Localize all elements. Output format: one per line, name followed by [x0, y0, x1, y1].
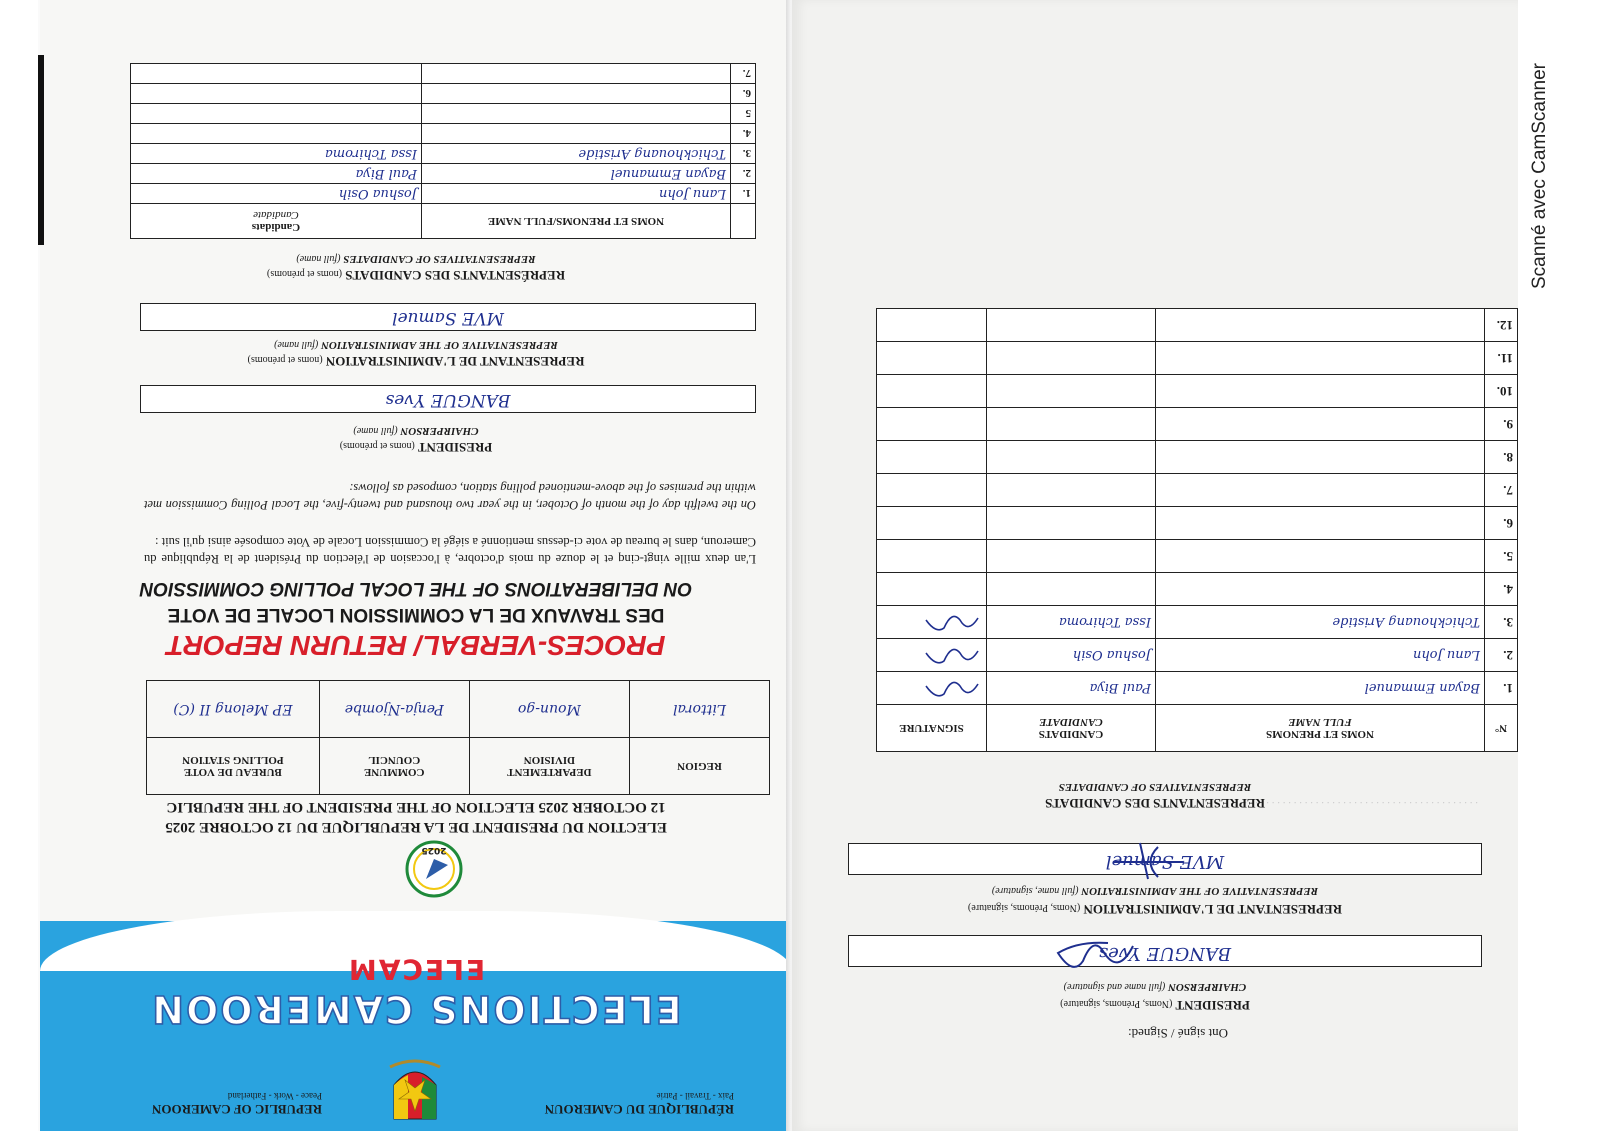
candidate-name: Issa Tchiroma [325, 146, 417, 161]
candidates-reps-row [131, 104, 756, 124]
candidate-name: Joshua Osih [338, 186, 417, 201]
r-president-label: PRESIDENT (Noms, Prénoms, signature) [1060, 998, 1250, 1013]
org-acronym: ELECAM [346, 953, 486, 986]
row-number: 4. [731, 124, 756, 144]
rep-name-cell[interactable] [1156, 639, 1485, 672]
signature-cell[interactable] [877, 672, 987, 705]
signature-cell[interactable] [877, 441, 987, 474]
rep-name-cell[interactable] [1156, 375, 1485, 408]
candidate-cell[interactable] [987, 540, 1156, 573]
intro-paragraph-fr: L'an deux mille vingt-cinq et le douze du mois d'octobre, à l'occasion de l'élection du Président de la République du Cameroun, dans le bureau de vote ci-dessus mentionné a siégé la Commission Locale de Vote composée ainsi qu'il suit : [144, 535, 756, 566]
signatures-row [877, 441, 1518, 474]
rep-name-cell[interactable] [422, 64, 731, 84]
watermark-text: Scanné avec CamScanner [1529, 63, 1550, 290]
candidate-header: Candidats Candidate [131, 204, 422, 239]
rep-name-cell[interactable] [1156, 408, 1485, 441]
candidate-cell[interactable] [131, 164, 422, 184]
row-number: 4. [1485, 573, 1518, 606]
candidates-reps-row [131, 64, 756, 84]
row-number: 10. [1485, 375, 1518, 408]
row-number: 2. [731, 164, 756, 184]
r-candidates-reps-label: REPRESENTANTS DES CANDIDATS [1045, 796, 1265, 811]
rep-name-cell[interactable] [1156, 309, 1485, 342]
candidates-reps-row [131, 164, 756, 184]
candidate-header: CANDIDATS CANDIDATE [987, 705, 1156, 752]
election-2025-logo-icon [404, 839, 464, 899]
election-title-en: 12 OCTOBER 2025 ELECTION OF THE PRESIDENT OF THE REPUBLIC [166, 799, 666, 815]
candidate-cell[interactable] [987, 375, 1156, 408]
president-name-value: BANGUE Yves [385, 390, 511, 410]
intro-paragraph-en: On the twelfth day of the month of October, in the year two thousand and twenty-five, the Local Polling Commission met within the premises of the above-mentioned polling station, composed as follows: [144, 481, 756, 512]
administration-label-en: REPRESENTATIVE OF THE ADMINISTRATION (full name) [274, 339, 558, 351]
candidates-reps-row [131, 84, 756, 104]
country-en-text: REPUBLIC OF CAMEROON [152, 1102, 322, 1117]
info-value-row [147, 681, 770, 738]
candidates-reps-table [130, 63, 756, 239]
polling-info-table [146, 680, 770, 795]
candidate-cell[interactable] [987, 507, 1156, 540]
candidate-cell[interactable] [987, 474, 1156, 507]
signatures-row [877, 507, 1518, 540]
signatures-row [877, 540, 1518, 573]
r-president-value: BANGUE Yves [1098, 943, 1232, 964]
row-number: 5. [1485, 540, 1518, 573]
candidates-reps-label: REPRÉSENTANTS DES CANDIDATS (noms et prénoms) [266, 268, 566, 283]
candidates-reps-row [131, 184, 756, 204]
r-administration-label: REPRESENTANT DE L'ADMINISTRATION (Noms, Prénoms, signature) [967, 902, 1343, 917]
left-page [40, 0, 792, 1131]
country-fr-text: RÉPUBLIQUE DU CAMEROUN [544, 1102, 734, 1117]
signatures-header-row [877, 705, 1518, 752]
signatures-table [876, 308, 1518, 752]
administration-name-value: MVE Samuel [392, 308, 504, 328]
logo-year: 2025 [421, 845, 447, 855]
commune-header: COMMUNE COUNCIL [319, 738, 469, 795]
election-title-fr: ELECTION DU PRESIDENT DE LA REPUBLIQUE DU 12 OCTOBRE 2025 [165, 819, 667, 835]
signatures-row [877, 408, 1518, 441]
report-subtitle-fr: DES TRAVAUX DE LA COMMISSION LOCALE DE VOTE [167, 604, 665, 625]
rep-name-cell[interactable] [1156, 507, 1485, 540]
info-header-row [147, 738, 770, 795]
candidate-cell[interactable] [131, 104, 422, 124]
right-page [792, 0, 1518, 1131]
signatures-row [877, 309, 1518, 342]
rep-name-cell[interactable] [1156, 474, 1485, 507]
president-signature [1048, 931, 1138, 981]
report-title: PROCES-VERBAL/ RETURN REPORT [166, 630, 666, 661]
signature-cell[interactable] [877, 573, 987, 606]
signatures-row [877, 606, 1518, 639]
administration-signature [1108, 837, 1188, 887]
rep-name-cell[interactable] [422, 84, 731, 104]
candidate-cell[interactable] [987, 639, 1156, 672]
commune-value: Penja-Njombe [319, 681, 469, 738]
left-page-content [40, 0, 792, 1131]
handwritten-signature [922, 611, 982, 637]
rep-name-cell[interactable] [422, 184, 731, 204]
signature-header: SIGNATURE [877, 705, 987, 752]
rep-name-cell[interactable] [422, 104, 731, 124]
row-number: 12. [1485, 309, 1518, 342]
department-value: Moun-go [469, 681, 629, 738]
handwritten-signature [922, 644, 982, 670]
rep-name: Tchickhouang Aristide [1332, 614, 1480, 630]
signatures-row [877, 342, 1518, 375]
row-number: 9. [1485, 408, 1518, 441]
num-header [731, 204, 756, 239]
chairperson-label: CHAIRPERSON (full name) [353, 425, 479, 437]
rep-name-cell[interactable] [422, 144, 731, 164]
signature-cell[interactable] [877, 375, 987, 408]
num-header: N° [1485, 705, 1518, 752]
candidates-reps-label-en: REPRESENTATIVES OF CANDIDATES (full name) [296, 253, 536, 265]
candidates-reps-row [131, 124, 756, 144]
president-label: PRESIDENT (noms et prénoms) [339, 440, 493, 455]
candidate-name: Paul Biya [1089, 680, 1151, 696]
candidate-name: Paul Biya [355, 166, 417, 181]
r-administration-label-en: REPRESENTATIVE OF THE ADMINISTRATION (full name, signature) [991, 885, 1319, 897]
country-en [152, 1091, 322, 1117]
candidates-reps-header-row [131, 204, 756, 239]
station-header: BUREAU DE VOTE POLLING STATION [147, 738, 320, 795]
candidate-cell[interactable] [131, 84, 422, 104]
camscanner-watermark [1520, 30, 1560, 330]
rep-name: Lanu John [1412, 647, 1480, 663]
rep-name-cell[interactable] [1156, 342, 1485, 375]
rep-name-cell[interactable] [1156, 606, 1485, 639]
rep-name-cell[interactable] [1156, 573, 1485, 606]
administration-name-field[interactable] [140, 303, 756, 331]
handwritten-signature [922, 677, 982, 703]
signatures-row [877, 639, 1518, 672]
candidate-cell[interactable] [131, 64, 422, 84]
rep-name: Lanu John [658, 186, 726, 201]
candidate-cell[interactable] [987, 573, 1156, 606]
signature-cell[interactable] [877, 408, 987, 441]
signature-cell[interactable] [877, 606, 987, 639]
department-header: DEPARTEMENT DIVISION [469, 738, 629, 795]
report-subtitle-en: ON DELIBERATIONS OF THE LOCAL POLLING COMMISSION [139, 578, 693, 599]
bleed-through-text: . . . . . . . . . . . . . . . . . . . . . . . . . . . . . . . . . . . . . . . . . . . [1244, 799, 1478, 811]
candidate-cell[interactable] [987, 672, 1156, 705]
candidate-cell[interactable] [131, 144, 422, 164]
president-name-field[interactable] [140, 385, 756, 413]
candidate-name: Joshua Osih [1072, 647, 1151, 663]
signature-cell[interactable] [877, 342, 987, 375]
candidates-reps-row [131, 144, 756, 164]
signatures-row [877, 573, 1518, 606]
rep-name-cell[interactable] [1156, 540, 1485, 573]
candidate-cell[interactable] [987, 606, 1156, 639]
region-value: Littoral [630, 681, 770, 738]
country-fr [545, 1091, 734, 1117]
name-header: NOMS ET PRENOMS/FULL NAME [422, 204, 731, 239]
motto-fr: Paix - Travail - Patrie [656, 1091, 734, 1101]
region-header: REGION [630, 738, 770, 795]
rep-name-cell[interactable] [422, 164, 731, 184]
candidate-cell[interactable] [131, 184, 422, 204]
right-page-content [792, 0, 1518, 1131]
row-number: 3. [731, 144, 756, 164]
org-name: ELECTIONS CAMEROON [150, 987, 682, 1031]
signed-label: Ont signé / Signed: [1127, 1026, 1228, 1041]
coat-of-arms-icon [386, 1055, 444, 1125]
row-number: 5 [731, 104, 756, 124]
candidate-cell[interactable] [131, 124, 422, 144]
rep-name: Bayan Emmanuel [610, 166, 726, 181]
row-number: 6. [731, 84, 756, 104]
r-candidates-reps-label-en: REPRESENTATIVES OF CANDIDATES [1058, 781, 1252, 793]
signatures-row [877, 672, 1518, 705]
candidate-cell[interactable] [987, 441, 1156, 474]
rep-name-cell[interactable] [1156, 672, 1485, 705]
row-number: 7. [1485, 474, 1518, 507]
candidate-name: Issa Tchiroma [1059, 614, 1151, 630]
row-number: 1. [731, 184, 756, 204]
signature-cell[interactable] [877, 540, 987, 573]
row-number: 7. [731, 64, 756, 84]
r-administration-value: MVE Samuel [1105, 851, 1225, 872]
candidate-cell[interactable] [987, 408, 1156, 441]
signature-cell[interactable] [877, 474, 987, 507]
r-chairperson-label: CHAIRPERSON (full name and signature) [1063, 981, 1247, 993]
signatures-row [877, 474, 1518, 507]
scan-edge-shadow [38, 55, 44, 245]
motto-en: Peace - Work - Fatherland [227, 1091, 322, 1101]
candidate-cell[interactable] [987, 309, 1156, 342]
name-header: NOMS ET PRENOMS FULL NAME [1156, 705, 1485, 752]
row-number: 3. [1485, 606, 1518, 639]
row-number: 11. [1485, 342, 1518, 375]
signature-cell[interactable] [877, 639, 987, 672]
candidate-cell[interactable] [987, 342, 1156, 375]
rep-name-cell[interactable] [1156, 441, 1485, 474]
r-president-field[interactable] [848, 935, 1482, 967]
station-value: EP Melong II (C) [147, 681, 320, 738]
row-number: 2. [1485, 639, 1518, 672]
row-number: 1. [1485, 672, 1518, 705]
row-number: 8. [1485, 441, 1518, 474]
administration-label: REPRESENTANT DE L'ADMINISTRATION (noms et prénoms) [247, 354, 585, 369]
signatures-row [877, 375, 1518, 408]
rep-name-cell[interactable] [422, 124, 731, 144]
row-number: 6. [1485, 507, 1518, 540]
rep-name: Tchickhouang Aristide [578, 146, 726, 161]
signature-cell[interactable] [877, 507, 987, 540]
rep-name: Bayan Emmanuel [1364, 680, 1480, 696]
signature-cell[interactable] [877, 309, 987, 342]
